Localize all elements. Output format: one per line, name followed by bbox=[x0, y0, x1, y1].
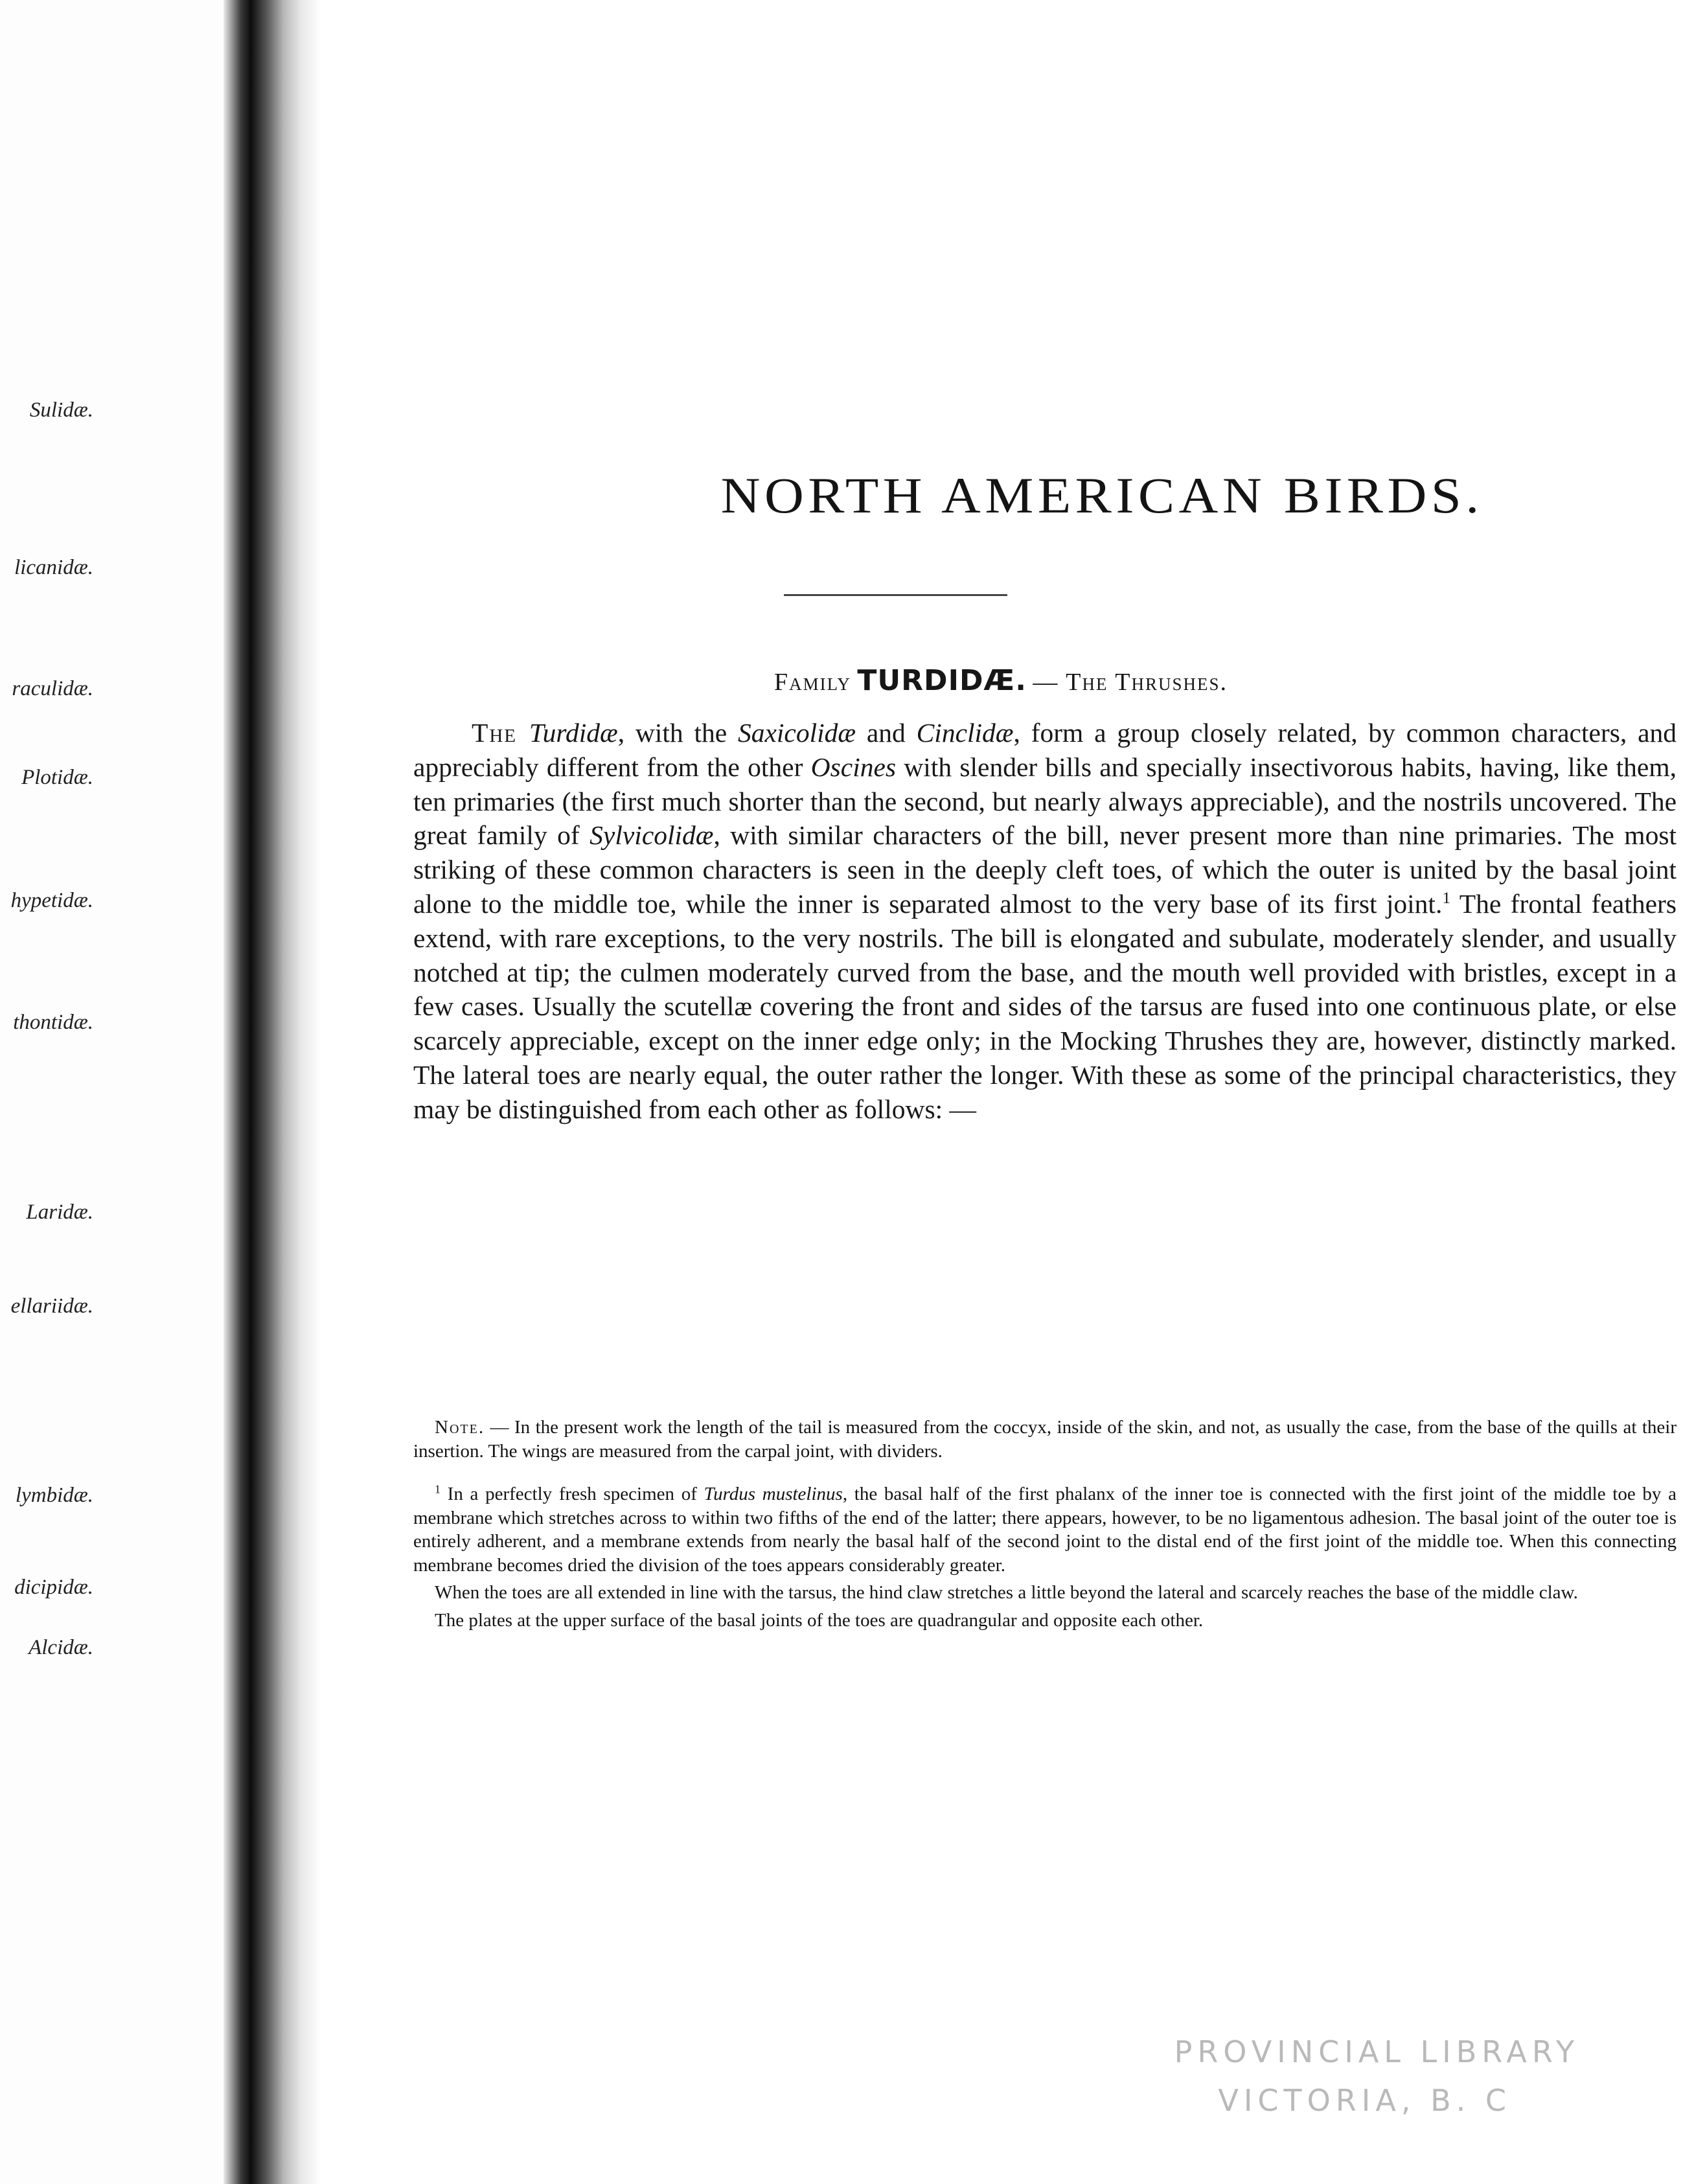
family-prefix: Family bbox=[774, 669, 851, 696]
library-stamp-line: PROVINCIAL LIBRARY bbox=[1174, 2034, 1579, 2069]
page-title: NORTH AMERICAN BIRDS. bbox=[720, 467, 1483, 523]
left-page-label: Sulidæ. bbox=[29, 398, 93, 422]
notes-block bbox=[413, 1416, 1677, 1636]
footnote-marker: 1 bbox=[1442, 888, 1451, 908]
body-text-span: and bbox=[856, 718, 917, 748]
body-text-span: , with similar characters of the bill, never present more than nine primaries. The most striking of these common characters is seen in the deeply cleft toes, of which the outer is united by the basal joint alone to the middle toe, while the inner is separated almost to the very base of its first joint. bbox=[413, 820, 1677, 919]
left-page-label: dicipidæ. bbox=[14, 1576, 93, 1599]
left-page-label: Plotidæ. bbox=[21, 766, 93, 789]
footnote-paragraph bbox=[413, 1609, 1677, 1633]
footnote-marker: 1 bbox=[435, 1482, 441, 1496]
left-page-label: Laridæ. bbox=[26, 1201, 93, 1224]
family-name: TURDIDÆ. bbox=[857, 664, 1027, 697]
title-rule bbox=[784, 594, 1007, 596]
footnote-text: The plates at the upper surface of the basal joints of the toes are quadrangular and opposite each other. bbox=[435, 1609, 1204, 1631]
library-stamp-line: VICTORIA, B. C bbox=[1218, 2083, 1511, 2118]
left-page-label: ellariidæ. bbox=[10, 1294, 93, 1318]
note-label: Note. bbox=[435, 1417, 485, 1438]
facing-page bbox=[0, 0, 220, 2184]
taxon-name: Turdus mustelinus bbox=[704, 1484, 843, 1504]
note-paragraph bbox=[413, 1416, 1677, 1463]
taxon-name: Turdidæ bbox=[529, 718, 618, 748]
taxon-name: Saxicolidæ bbox=[737, 718, 856, 748]
family-heading bbox=[483, 664, 1519, 697]
body-text-span: , with the bbox=[617, 718, 738, 748]
book-page bbox=[321, 0, 1683, 2184]
note-text: — In the present work the length of the tail is measured from the coccyx, inside of the skin, and not, as usually the case, from the base of the quills at their insertion. The wings are measured from the carpal joint, with dividers. bbox=[413, 1417, 1677, 1462]
body-paragraph bbox=[413, 716, 1677, 1127]
footnote-paragraph bbox=[413, 1482, 1677, 1577]
left-page-label: lymbidæ. bbox=[15, 1484, 93, 1507]
left-page-label: thontidæ. bbox=[13, 1011, 93, 1034]
taxon-name: Oscines bbox=[810, 752, 897, 782]
footnote-text: In a perfectly fresh specimen of bbox=[440, 1484, 704, 1504]
left-page-label: Alcidæ. bbox=[29, 1636, 93, 1659]
footnote-text: When the toes are all extended in line with the tarsus, the hind claw stretches a little beyond the lateral and scarcely reaches the base of the middle claw. bbox=[435, 1582, 1578, 1603]
body-text-span: , form a group closely related, by common characters, and appreciably different from the other bbox=[413, 718, 1677, 782]
taxon-name: Cinclidæ bbox=[916, 718, 1014, 748]
left-page-label: raculidæ. bbox=[12, 677, 93, 700]
footnote-paragraph bbox=[413, 1581, 1677, 1605]
left-page-label: hypetidæ. bbox=[10, 889, 93, 912]
binding-gutter-shadow bbox=[223, 0, 321, 2184]
left-page-label: licanidæ. bbox=[14, 556, 93, 579]
body-text-span: The frontal feathers extend, with rare exceptions, to the very nostrils. The bill is elongated and subulate, moderately slender, and usually notched at tip; the culmen moderately curved from the base, and the mouth well provided with bristles, except in a few cases. Usually the scutellæ covering the front and sides of the tarsus are fused into one continuous plate, or else scarcely appreciable, except on the inner edge only; in the Mocking Thrushes they are, however, distinctly marked. The lateral toes are nearly equal, the outer rather the longer. With these as some of the principal characteristics, they may be distinguished from each other as follows: — bbox=[413, 888, 1677, 1124]
body-text-span: with slender bills and specially insectivorous habits, having, like them, ten primaries (the first much shorter than the second, but nearly always appreciable), and the nostrils uncovered. The great family of bbox=[413, 752, 1677, 851]
family-common-name: — The Thrushes. bbox=[1033, 669, 1228, 696]
footnote-text: , the basal half of the first phalanx of the inner toe is connected with the first joint of the middle toe by a membrane which stretches across to within two fifths of the end of the latter; there appears, however, to be no ligamentous adhesion. The basal joint of the outer toe is entirely adherent, and a membrane extends from nearly the basal half of the second joint to the distal end of the first joint of the middle toe. When this connecting membrane becomes dried the division of the toes appears considerably greater. bbox=[413, 1484, 1677, 1576]
body-text-span: The bbox=[472, 718, 529, 748]
taxon-name: Sylvicolidæ bbox=[590, 820, 714, 851]
